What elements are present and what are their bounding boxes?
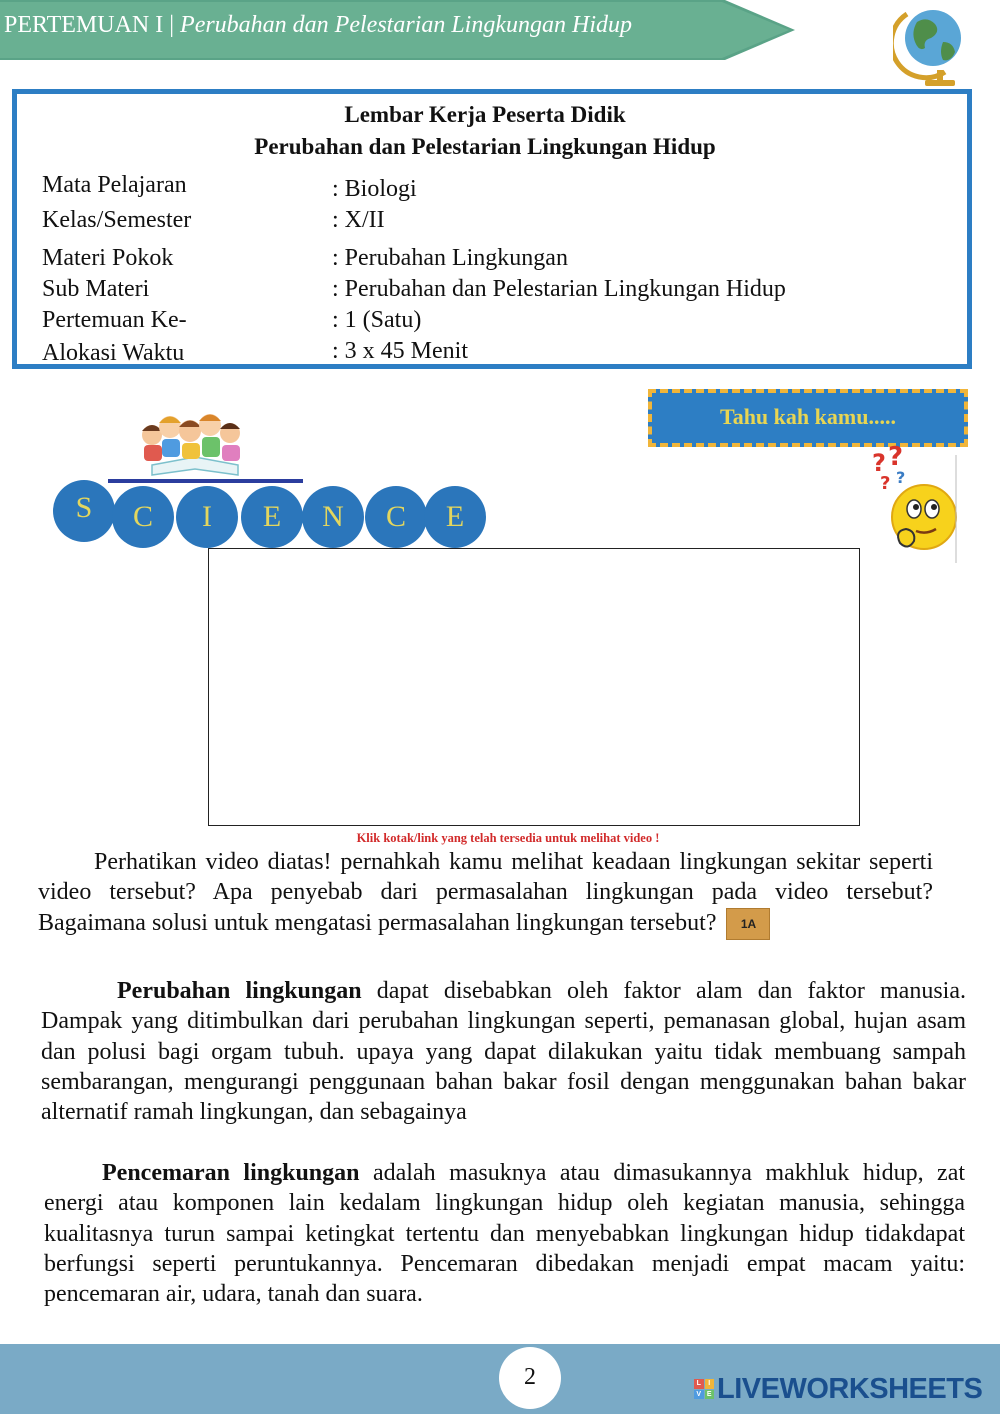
info-label-material: Materi Pokok <box>42 245 174 271</box>
info-label-time: Alokasi Waktu <box>42 340 185 366</box>
answer-badge[interactable]: 1A <box>726 908 770 940</box>
science-letter-i: I <box>176 486 238 548</box>
science-letter-c1: C <box>112 486 174 548</box>
environment-change-term: Perubahan lingkungan <box>117 978 362 1004</box>
pollution-text: adalah masuknya atau dimasukannya makhluk hidup, zat energi atau komponen lain kedalam lingkungan hidup oleh kegiatan manusia, sehingga kualitasnya turun sampai ketingkat tertentu dan menyebabkan lingkungan hidup tidakdapat berfungsi seperti peruntukannya. Pencemaran dibedakan menjadi empat macam yaitu: pencemaran air, udara, tanah dan suara. <box>44 1160 966 1308</box>
science-letter-s: S <box>53 480 115 542</box>
science-letter-n: N <box>302 486 364 548</box>
logo-grid-l: L <box>694 1379 704 1389</box>
worksheet-subtitle: Perubahan dan Pelestarian Lingkungan Hidup <box>254 134 716 159</box>
question-paragraph <box>38 847 933 940</box>
video-caption: Klik kotak/link yang telah tersedia untuk melihat video ! <box>356 831 660 845</box>
question-text: Perhatikan video diatas! pernahkah kamu melihat keadaan lingkungan sekitar seperti video tersebut? Apa penyebab dari permasalahan lingkungan pada video tersebut? Bagaimana solusi untuk mengatasi permasalahan lingkungan tersebut? <box>38 849 933 936</box>
science-letter-e2: E <box>424 486 486 548</box>
thinking-face-icon <box>866 445 958 563</box>
environment-change-text: dapat disebabkan oleh faktor alam dan faktor manusia. Dampak yang ditimbulkan dari perubahan lingkungan seperti, pemanasan global, hujan asam dan polusi bagi orgam tubuh. upaya yang dapat dilakukan yaitu tidak membuang sampah sembarangan, mengurangi penggunaan bahan bakar fosil dengan menggunakan bahan bakar alternatif ramah lingkungan, dan sebagainya <box>41 978 966 1126</box>
info-label-subject: Mata Pelajaran <box>42 172 187 198</box>
kids-reading-icon <box>138 405 253 477</box>
environment-change-paragraph <box>41 976 966 1127</box>
pollution-paragraph <box>44 1158 965 1309</box>
logo-grid-v: V <box>694 1390 704 1400</box>
worksheet-title: Lembar Kerja Peserta Didik <box>344 102 626 127</box>
video-embed-box[interactable] <box>208 548 860 826</box>
info-value-material: : Perubahan Lingkungan <box>332 245 568 271</box>
info-value-class: : X/II <box>332 207 385 233</box>
info-label-submaterial: Sub Materi <box>42 276 150 302</box>
info-value-meeting: : 1 (Satu) <box>332 307 422 333</box>
science-letter-e1: E <box>241 486 303 548</box>
pollution-term: Pencemaran lingkungan <box>102 1160 360 1186</box>
did-you-know-label: Tahu kah kamu..... <box>648 389 968 447</box>
logo-grid-e: E <box>705 1390 715 1400</box>
globe-icon <box>893 0 973 90</box>
logo-grid-icon <box>694 1379 714 1399</box>
svg-text:?: ? <box>872 449 886 477</box>
svg-text:?: ? <box>896 468 906 487</box>
liveworksheets-logo[interactable] <box>694 1372 982 1406</box>
info-label-class: Kelas/Semester <box>42 207 192 233</box>
divider-line <box>108 479 303 483</box>
logo-text: LIVEWORKSHEETS <box>717 1372 983 1405</box>
logo-grid-i: I <box>705 1379 715 1389</box>
page-number: 2 <box>499 1347 561 1409</box>
svg-text:?: ? <box>888 445 904 472</box>
info-value-submaterial: : Perubahan dan Pelestarian Lingkungan Hidup <box>332 276 786 302</box>
science-letter-c2: C <box>365 486 427 548</box>
header-title <box>4 12 632 39</box>
info-value-subject: : Biologi <box>332 176 417 202</box>
info-value-time: : 3 x 45 Menit <box>332 338 468 364</box>
topic-label: Perubahan dan Pelestarian Lingkungan Hidup <box>180 12 632 38</box>
info-label-meeting: Pertemuan Ke- <box>42 307 187 333</box>
meeting-label: PERTEMUAN I | <box>4 12 175 38</box>
svg-text:?: ? <box>880 473 891 494</box>
